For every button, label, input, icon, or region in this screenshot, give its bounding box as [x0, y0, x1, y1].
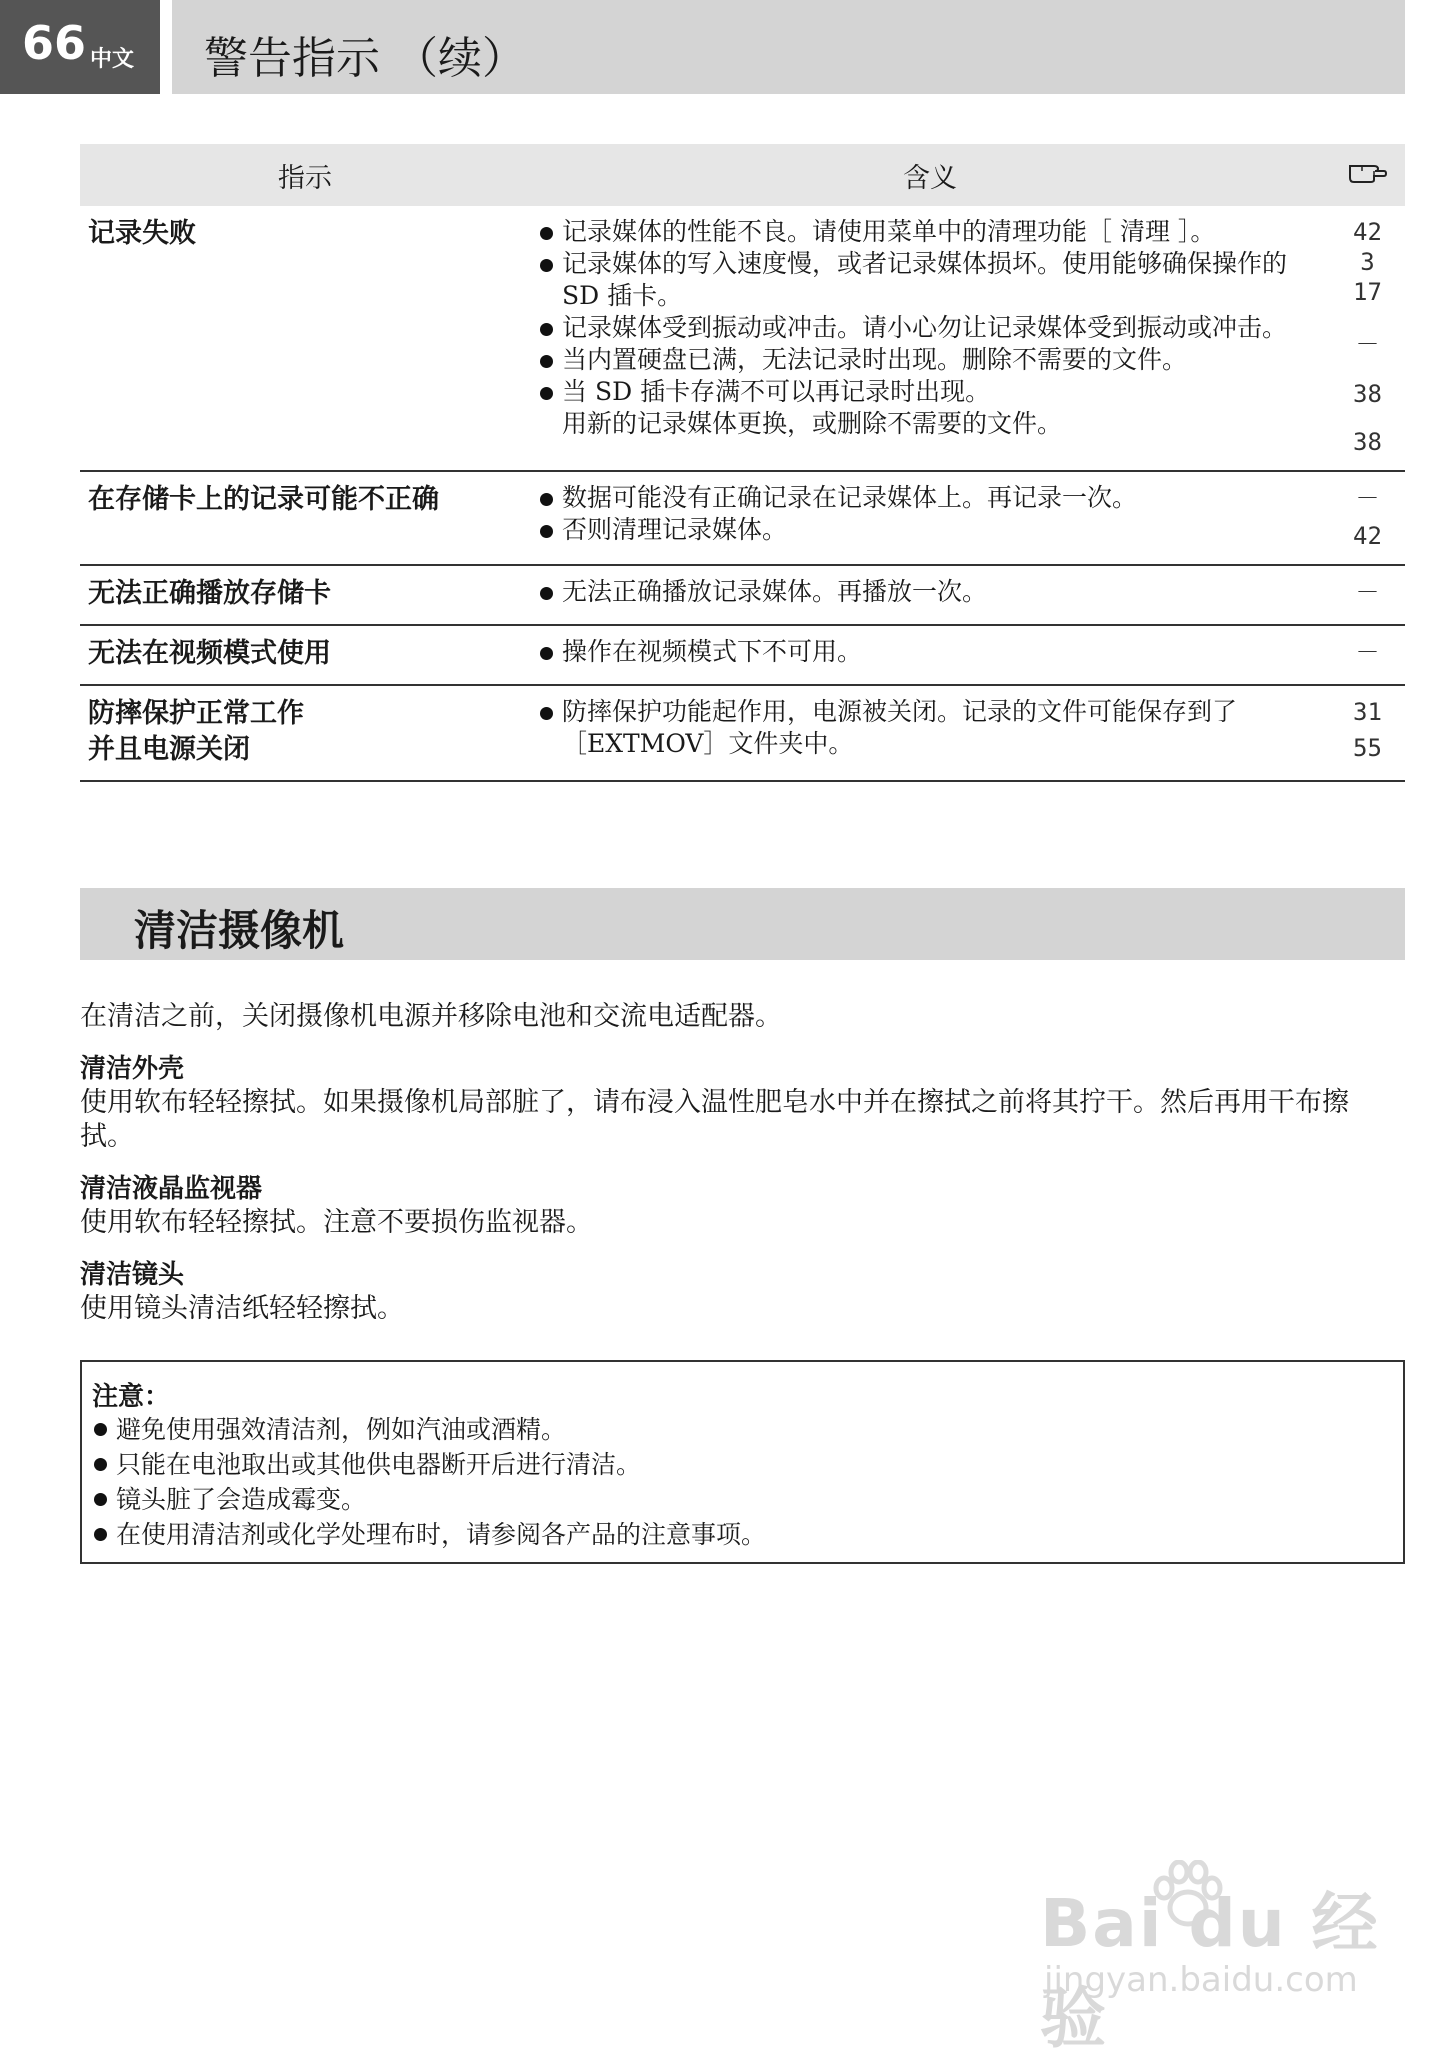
page-ref: 17 — [1353, 278, 1382, 306]
page-ref: 38 — [1353, 428, 1382, 456]
section-title: 清洁摄像机 — [134, 906, 345, 955]
meaning-cell — [530, 565, 1330, 625]
page-ref: 38 — [1353, 380, 1382, 408]
subheading-case: 清洁外壳 — [80, 1054, 185, 1084]
meaning-item: 记录媒体受到振动或冲击。请小心勿让记录媒体受到振动或冲击。 — [538, 312, 1322, 344]
table-header-row — [80, 144, 1405, 206]
table-row — [80, 625, 1405, 685]
caution-box — [80, 1360, 1405, 1564]
meaning-item: 记录媒体的写入速度慢，或者记录媒体损坏。使用能够确保操作的 SD 插卡。 — [538, 248, 1322, 312]
page-ref: 42 — [1353, 218, 1382, 246]
table-row — [80, 565, 1405, 625]
meaning-item: 无法正确播放记录媒体。再播放一次。 — [538, 576, 1322, 608]
indication-cell: 防摔保护正常工作 并且电源关闭 — [80, 685, 530, 781]
pointing-hand-icon — [1348, 160, 1388, 184]
meaning-item: 当 SD 插卡存满不可以再记录时出现。 用新的记录媒体更换，或删除不需要的文件。 — [538, 376, 1322, 440]
table-row — [80, 685, 1405, 781]
indication-cell: 无法在视频模式使用 — [80, 625, 530, 685]
title-bar — [172, 0, 1405, 94]
page-ref: － — [1355, 484, 1380, 512]
page-ref: 31 — [1353, 698, 1382, 726]
header-indication: 指示 — [80, 144, 530, 206]
subheading-lens: 清洁镜头 — [80, 1260, 185, 1290]
page-ref: 3 — [1360, 248, 1375, 276]
page-title: 警告指示 （续） — [204, 33, 526, 84]
page-ref: － — [1355, 578, 1380, 606]
paragraph-lcd: 使用软布轻轻擦拭。注意不要损伤监视器。 — [80, 1207, 593, 1238]
page-number-box — [0, 0, 160, 94]
cleaning-intro: 在清洁之前，关闭摄像机电源并移除电池和交流电适配器。 — [80, 1001, 782, 1032]
caution-item: 在使用清洁剂或化学处理布时，请参阅各产品的注意事项。 — [92, 1517, 1382, 1552]
caution-item: 避免使用强效清洁剂，例如汽油或酒精。 — [92, 1412, 1382, 1447]
meaning-cell — [530, 625, 1330, 685]
meaning-item: 记录媒体的性能不良。请使用菜单中的清理功能［ 清理 ］。 — [538, 216, 1322, 248]
caution-item: 镜头脏了会造成霉变。 — [92, 1482, 1382, 1517]
caution-item: 只能在电池取出或其他供电器断开后进行清洁。 — [92, 1447, 1382, 1482]
table-row — [80, 471, 1405, 565]
subheading-lcd: 清洁液晶监视器 — [80, 1174, 263, 1204]
ref-cell — [1330, 206, 1405, 471]
page-ref: 55 — [1353, 734, 1382, 762]
meaning-item: 当内置硬盘已满，无法记录时出现。删除不需要的文件。 — [538, 344, 1322, 376]
indication-cell: 在存储卡上的记录可能不正确 — [80, 471, 530, 565]
meaning-item: 否则清理记录媒体。 — [538, 514, 1322, 546]
caution-title: 注意： — [92, 1382, 171, 1412]
watermark-brand: Bai du 经验 — [1040, 1885, 1380, 2057]
page-number: 66 — [22, 16, 87, 70]
meaning-cell — [530, 685, 1330, 781]
table-row — [80, 206, 1405, 471]
page-ref: － — [1355, 638, 1380, 666]
ref-cell — [1330, 565, 1405, 625]
page-ref: 42 — [1353, 522, 1382, 550]
meaning-item: 操作在视频模式下不可用。 — [538, 636, 1322, 668]
header-meaning: 含义 — [530, 144, 1330, 206]
meaning-item: 防摔保护功能起作用，电源被关闭。记录的文件可能保存到了［EXTMOV］文件夹中。 — [538, 696, 1322, 760]
page-ref: － — [1355, 330, 1380, 358]
indication-cell: 无法正确播放存储卡 — [80, 565, 530, 625]
baidu-watermark — [1030, 1860, 1410, 2057]
paragraph-lens: 使用镜头清洁纸轻轻擦拭。 — [80, 1293, 404, 1324]
ref-cell — [1330, 471, 1405, 565]
section-title-bar — [80, 888, 1405, 960]
ref-cell — [1330, 685, 1405, 781]
meaning-cell — [530, 206, 1330, 471]
page-language: 中文 — [90, 47, 135, 72]
ref-cell — [1330, 625, 1405, 685]
meaning-cell — [530, 471, 1330, 565]
paragraph-case: 使用软布轻轻擦拭。如果摄像机局部脏了，请布浸入温性肥皂水中并在擦拭之前将其拧干。然后再用干布擦拭。 — [80, 1087, 1349, 1152]
watermark-url: jingyan.baidu.com — [1044, 1960, 1358, 2000]
meaning-item: 数据可能没有正确记录在记录媒体上。再记录一次。 — [538, 482, 1322, 514]
warning-table — [80, 144, 1405, 782]
caution-list — [92, 1412, 1382, 1552]
header-ref — [1330, 144, 1405, 206]
indication-cell: 记录失败 — [80, 206, 530, 471]
